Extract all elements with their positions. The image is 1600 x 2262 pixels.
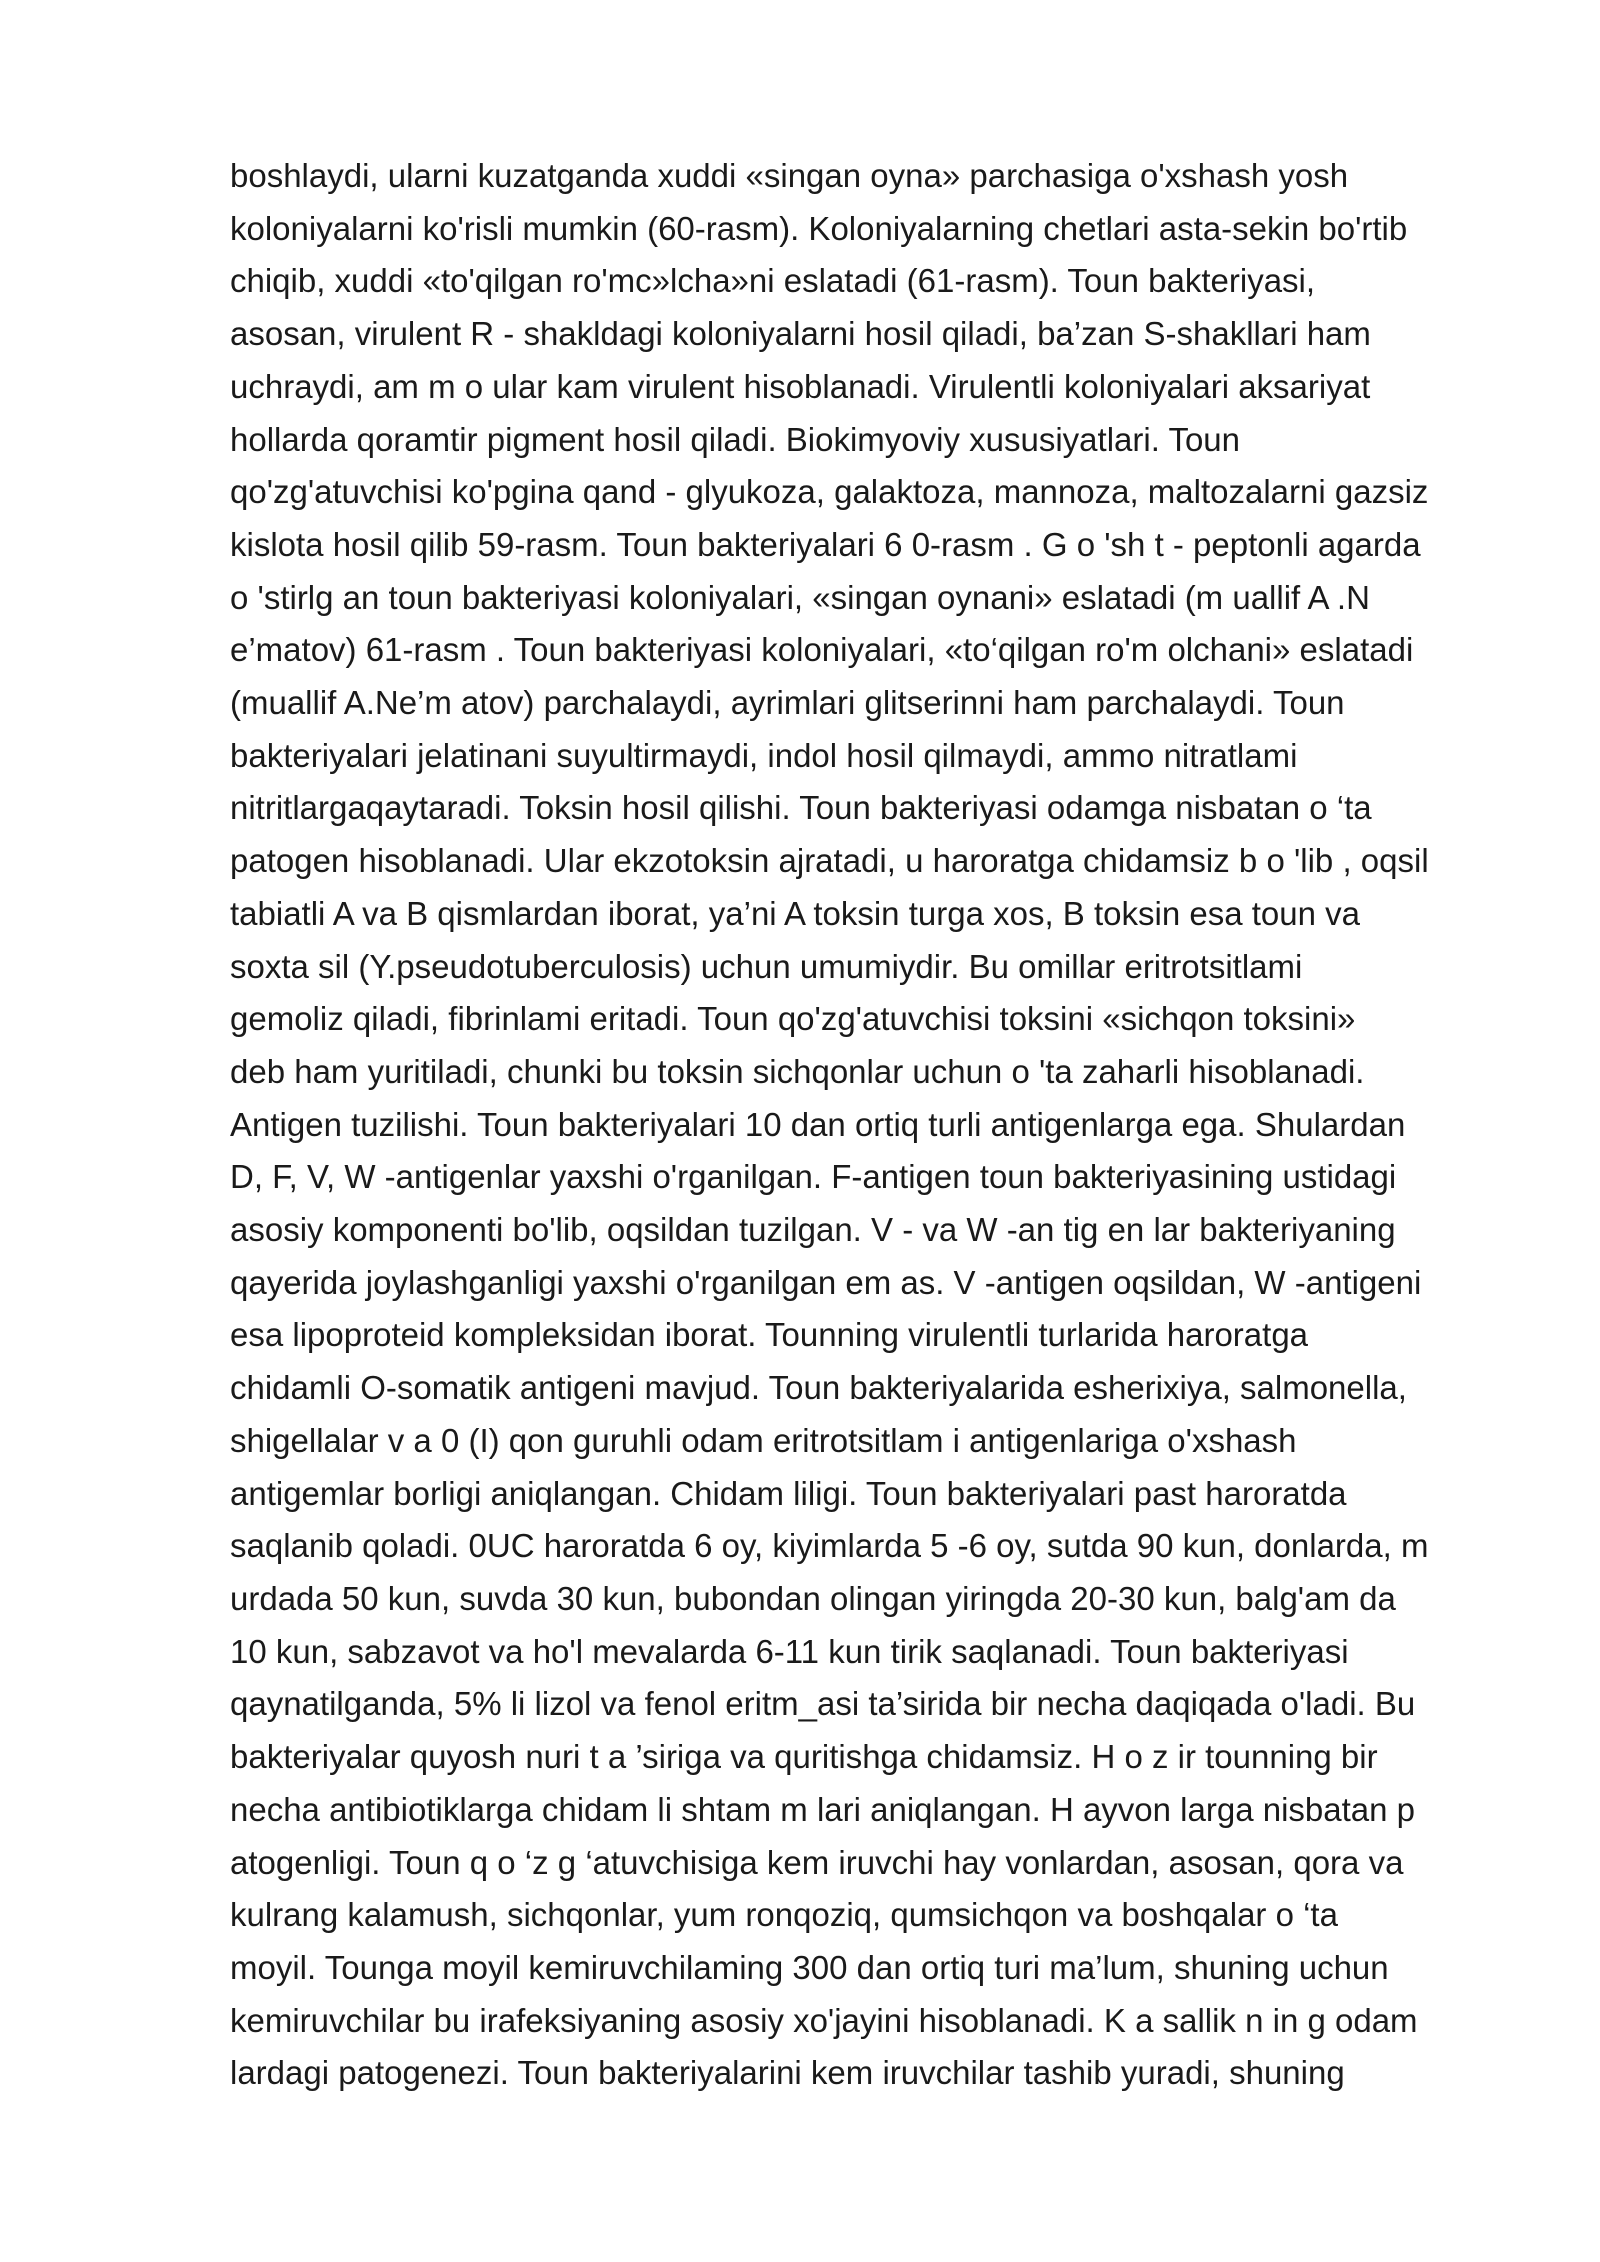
text-line: antigemlar borligi aniqlangan. Chidam liligi. Toun bakteriyalari past haroratda bbox=[230, 1474, 1347, 1512]
text-line: kulrang kalamush, sichqonlar, yum ronqoziq, qumsichqon va boshqalar o ‘ta bbox=[230, 1896, 1338, 1934]
text-line: bakteriyalar quyosh nuri t a ’siriga va quritishga chidamsiz. H o z ir tounning bir bbox=[230, 1738, 1378, 1776]
text-line: D, F, V, W -antigenlar yaxshi o'rganilgan. F-antigen toun bakteriyasining ustidagi bbox=[230, 1158, 1397, 1196]
text-line: qaynatilganda, 5% li lizol va fenol eritm_asi ta’sirida bir necha daqiqada o'ladi. Bu bbox=[230, 1685, 1416, 1723]
text-line: Antigen tuzilishi. Toun bakteriyalari 10 dan ortiq turli antigenlarga ega. Shulardan bbox=[230, 1105, 1406, 1143]
text-line: asosan, virulent R - shakldagi koloniyalarni hosil qiladi, ba’zan S-shakllari ham bbox=[230, 315, 1371, 353]
text-line: qo'zg'atuvchisi ko'pgina qand - glyukoza, galaktoza, mannoza, maltozalarni gazsiz bbox=[230, 473, 1429, 511]
text-line: deb ham yuritiladi, chunki bu toksin sichqonlar uchun o 'ta zaharli hisoblanadi. bbox=[230, 1052, 1365, 1090]
text-line: gemoliz qiladi, fibrinlami eritadi. Toun qo'zg'atuvchisi toksini «sichqon toksini» bbox=[230, 1000, 1356, 1038]
text-line: tabiatli A va B qismlardan iborat, ya’ni A toksin turga xos, B toksin esa toun va bbox=[230, 894, 1360, 932]
text-line: patogen hisoblanadi. Ular ekzotoksin ajratadi, u haroratga chidamsiz b o 'lib , oqsil bbox=[230, 842, 1429, 880]
text-line: urdada 50 kun, suvda 30 kun, bubondan olingan yiringda 20-30 kun, balg'am da bbox=[230, 1579, 1396, 1617]
text-line: qayerida joylashganligi yaxshi o'rganilgan em as. V -antigen oqsildan, W -antigeni bbox=[230, 1263, 1422, 1301]
text-line: chiqib, xuddi «to'qilgan ro'mc»lcha»ni eslatadi (61-rasm). Toun bakteriyasi, bbox=[230, 262, 1316, 300]
text-line: asosiy komponenti bo'lib, oqsildan tuzilgan. V - va W -an tig en lar bakteriyaning bbox=[230, 1211, 1396, 1249]
text-line: chidamli O-somatik antigeni mavjud. Toun bakteriyalarida esherixiya, salmonella, bbox=[230, 1369, 1407, 1407]
text-line: lardagi patogenezi. Toun bakteriyalarini kem iruvchilar tashib yuradi, shuning bbox=[230, 2054, 1345, 2092]
text-line: hollarda qoramtir pigment hosil qiladi. Biokimyoviy xususiyatlari. Toun bbox=[230, 420, 1241, 458]
text-line: atogenligi. Toun q o ‘z g ‘atuvchisiga kem iruvchi hay vonlardan, asosan, qora va bbox=[230, 1843, 1404, 1881]
text-line: o 'stirlg an toun bakteriyasi koloniyalari, «singan oynani» eslatadi (m uallif A .N bbox=[230, 578, 1370, 616]
text-line: (muallif A.Ne’m atov) parchalaydi, ayrimlari glitserinni ham parchalaydi. Toun bbox=[230, 684, 1345, 722]
text-line: koloniyalarni ko'risli mumkin (60-rasm). Koloniyalarning chetlari asta-sekin bo'rtib bbox=[230, 209, 1408, 247]
text-line: soxta sil (Y.pseudotuberculosis) uchun umumiydir. Bu omillar eritrotsitlami bbox=[230, 947, 1303, 985]
text-line: necha antibiotiklarga chidam li shtam m lari aniqlangan. H ayvon larga nisbatan p bbox=[230, 1790, 1416, 1828]
text-line: nitritlargaqaytaradi. Toksin hosil qilishi. Toun bakteriyasi odamga nisbatan o ‘ta bbox=[230, 789, 1372, 827]
text-line: kemiruvchilar bu irafeksiyaning asosiy xo'jayini hisoblanadi. K a sallik n in g odam bbox=[230, 2001, 1418, 2039]
text-line: moyil. Tounga moyil kemiruvchilaming 300 dan ortiq turi ma’lum, shuning uchun bbox=[230, 1948, 1389, 1986]
text-line: bakteriyalari jelatinani suyultirmaydi, indol hosil qilmaydi, ammo nitratlami bbox=[230, 736, 1298, 774]
text-line: uchraydi, am m o ular kam virulent hisoblanadi. Virulentli koloniyalari aksariyat bbox=[230, 367, 1371, 405]
text-line: 10 kun, sabzavot va ho'l mevalarda 6-11 kun tirik saqlanadi. Toun bakteriyasi bbox=[230, 1632, 1349, 1670]
body-text bbox=[230, 150, 1530, 2100]
text-line: e’matov) 61-rasm . Toun bakteriyasi koloniyalari, «to‘qilgan ro'm olchani» eslatadi bbox=[230, 631, 1414, 669]
text-line: kislota hosil qilib 59-rasm. Toun bakteriyalari 6 0-rasm . G o 'sh t - peptonli agarda bbox=[230, 525, 1421, 563]
text-line: shigellalar v a 0 (I) qon guruhli odam eritrotsitlam i antigenlariga o'xshash bbox=[230, 1421, 1297, 1459]
text-line: esa lipoproteid kompleksidan iborat. Tounning virulentli turlarida haroratga bbox=[230, 1316, 1309, 1354]
text-line: saqlanib qoladi. 0UC haroratda 6 oy, kiyimlarda 5 -6 oy, sutda 90 kun, donlarda, m bbox=[230, 1527, 1429, 1565]
text-line: boshlaydi, ularni kuzatganda xuddi «singan oyna» parchasiga o'xshash yosh bbox=[230, 157, 1349, 194]
